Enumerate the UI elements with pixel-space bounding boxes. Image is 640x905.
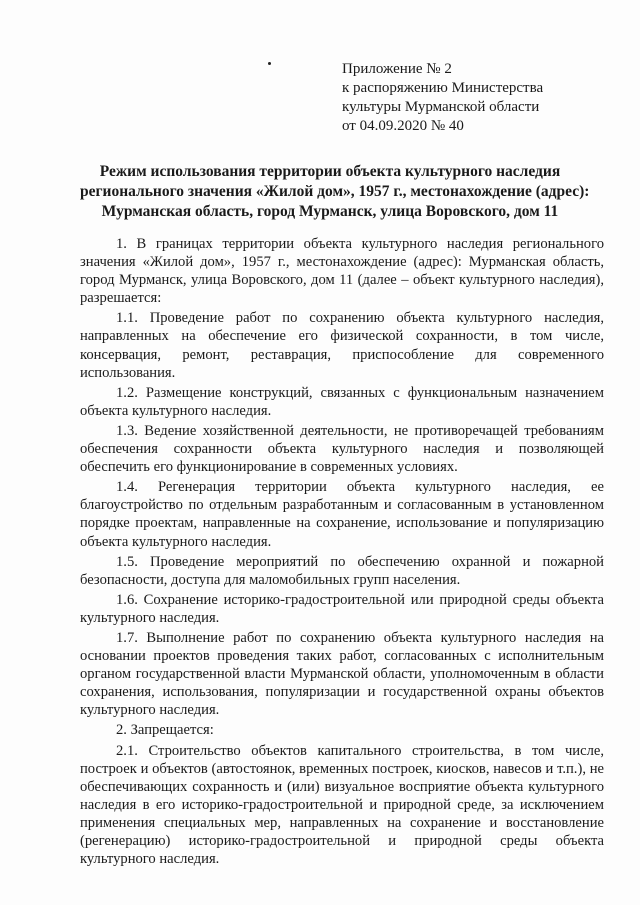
title-line-3: Мурманская область, город Мурманск, улица Воровского, дом 11 <box>101 203 559 220</box>
paragraph-1-1: 1.1. Проведение работ по сохранению объекта культурного наследия, направленных на обеспечение его физической сохранности, в том числе, консервация, ремонт, реставрация, приспособление для современного использования. <box>80 310 604 381</box>
document-body <box>80 235 604 868</box>
annex-ministry-line: культуры Мурманской области <box>342 99 540 115</box>
paragraph-1-4: 1.4. Регенерация территории объекта культурного наследия, ее благоустройство по отдельным разработанным и согласованным в установленном порядке проектам, направленные на сохранение, использование и популяризацию объекта культурного наследия. <box>80 479 604 550</box>
paragraph-1-2: 1.2. Размещение конструкций, связанных с функциональным назначением объекта культурного наследия. <box>80 384 604 419</box>
paragraph-1-6: 1.6. Сохранение историко-градостроительной или природной среды объекта культурного наследия. <box>80 591 604 626</box>
paragraph-2: 2. Запрещается: <box>116 722 214 739</box>
annex-number: Приложение № 2 <box>342 61 452 77</box>
paragraph-1: 1. В границах территории объекта культурного наследия регионального значения «Жилой дом», 1957 г., местонахождение (адрес): Мурманская область, город Мурманск, улица Воровского, дом 11 (далее – объект культурного наследия), разрешается: <box>80 236 604 307</box>
paragraph-1-5: 1.5. Проведение мероприятий по обеспечению охранной и пожарной безопасности, доступа для маломобильных групп населения. <box>80 553 604 588</box>
paragraph-1-7: 1.7. Выполнение работ по сохранению объекта культурного наследия на основании проектов проведения таких работ, согласованных с исполнительным органом государственной власти Мурманской области, уполномоченным в области сохранения, использования, популяризации и государственной охраны объектов культурного наследия. <box>80 629 604 719</box>
document-title <box>80 162 590 222</box>
annex-order-line: к распоряжению Министерства <box>342 80 544 96</box>
scan-speck <box>268 62 271 65</box>
paragraph-1-3: 1.3. Ведение хозяйственной деятельности, не противоречащей требованиям обеспечения сохранности объекта культурного наследия и позволяющей обеспечить его функционирование в современных условиях. <box>80 422 604 476</box>
title-line-1: Режим использования территории объекта культурного наследия <box>99 163 561 180</box>
title-line-2: регионального значения «Жилой дом», 1957 г., местонахождение (адрес): <box>80 183 590 200</box>
paragraph-2-1: 2.1. Строительство объектов капитального строительства, в том числе, построек и объектов (автостоянок, временных построек, киосков, навесов и т.п.), не обеспечивающих сохранность и (или) визуальное восприятие объекта культурного наследия в его историко-градостроительной и природной среде, за исключением применения специальных мер, направленных на сохранение и восстановление (регенерацию) историко-градостроительной и природной среды объекта культурного наследия. <box>80 742 604 868</box>
annex-header <box>342 60 602 136</box>
annex-date-line: от 04.09.2020 № 40 <box>342 118 464 134</box>
